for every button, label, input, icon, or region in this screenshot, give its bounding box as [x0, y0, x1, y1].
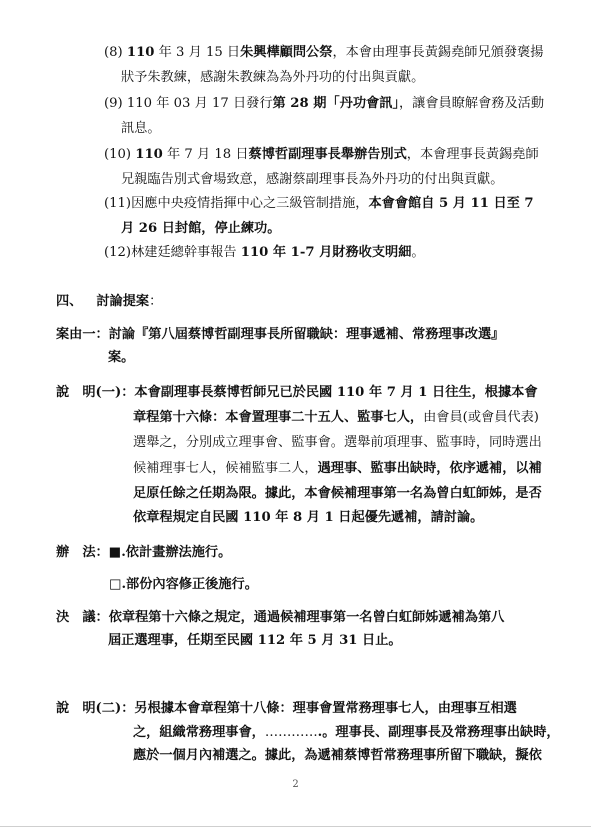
case-1-line-2: 案。	[108, 350, 135, 365]
item-10-text: ，本會理事長黃錫堯師	[406, 147, 539, 162]
case-1-line-1	[56, 327, 504, 343]
item-8-text: ，本會由理事長黃錫堯師兄頒發褒揚	[332, 45, 544, 60]
explain-1-line-2	[133, 410, 539, 426]
item-10-line-1	[104, 147, 539, 163]
explain-1-vacancy: 遇理事、監事出缺時，依序遞補，以補	[317, 461, 542, 476]
section-4-title: 討論提案	[96, 294, 150, 309]
item-9-line-1	[104, 96, 544, 112]
item-12-text: 林建廷總幹事報告	[131, 245, 241, 260]
item-8-date: 年 3 月 15 日	[154, 45, 241, 60]
method-line-2	[109, 577, 258, 593]
page-bottom-divider	[0, 826, 591, 827]
item-12-number: (12)	[104, 245, 132, 260]
explain-1-line-4	[133, 461, 542, 477]
item-10-date: 年 7 月 18 日	[162, 147, 249, 162]
item-11-line-2: 月 26 日封館，停止練功。	[121, 221, 281, 236]
item-9-number: (9)	[104, 96, 123, 111]
item-11-line-1	[104, 196, 534, 212]
explain-2-line-3: 應於一個月內補選之。據此，為遞補蔡博哲常務理事所留下職缺，擬依	[133, 748, 542, 763]
item-10-event: 蔡博哲副理事長舉辦告別式	[248, 147, 407, 162]
explain-2-text-1: 另根據本會章程第十八條：理事會置常務理事七人，由理事互相選	[134, 701, 517, 716]
explain-1-line-3: 選舉之，分別成立理事會、監事會。選舉前項理事、監事時，同時選出	[133, 435, 542, 450]
method-line-1	[56, 545, 231, 561]
item-11-text: 因應中央疫情指揮中心之三級管制措施，	[131, 196, 369, 211]
item-9-date: 110 年 03 月 17 日發行	[126, 96, 273, 111]
explain-2-line-1	[56, 701, 517, 717]
case-1-label: 案由一：	[56, 327, 109, 342]
method-label: 辦 法：	[56, 545, 109, 560]
item-11-number: (11)	[104, 196, 132, 211]
item-8-number: (8)	[104, 45, 123, 60]
item-10-number: (10)	[104, 147, 132, 162]
resolution-label: 決 議：	[56, 610, 109, 625]
item-9-text: ，讓會員瞭解會務及活動	[398, 96, 545, 111]
item-11-closure: 本會會館自 5 月 11 日至 7	[368, 196, 534, 211]
explain-1-election: 由會員(或會員代表)	[423, 410, 539, 425]
item-12-report: 110 年 1-7 月財務收支明細	[240, 245, 412, 260]
item-8-year: 110	[126, 45, 155, 60]
resolution-text-1: 依章程第十六條之規定，通過候補理事第一名曾白虹師姊遞補為第八	[108, 610, 505, 625]
section-4-number: 四、	[56, 294, 83, 309]
checkbox-unchecked[interactable]: □	[109, 577, 122, 592]
item-9-newsletter: 第 28 期「丹功會訊」	[272, 96, 399, 111]
item-8-line-2: 狀予朱教練，感謝朱教練為為外丹功的付出與貢獻。	[121, 70, 425, 85]
resolution-line-1	[56, 610, 504, 626]
explain-1-label: 說 明(一)：	[56, 385, 135, 400]
explain-2-label: 說 明(二)：	[56, 701, 135, 716]
explain-2-ellipsis: …………	[264, 725, 318, 740]
method-option-1: .依計畫辦法施行。	[121, 545, 232, 560]
page-number: 2	[292, 779, 299, 790]
explain-2-vacancy: .。理事長、副理事長及常務理事出缺時，	[317, 725, 560, 740]
resolution-line-2: 屆正選理事，任期至民國 112 年 5 月 31 日止。	[108, 633, 402, 648]
checkbox-checked[interactable]: ■	[108, 545, 122, 560]
explain-1-alternates: 候補理事七人，候補監事二人，	[133, 461, 318, 476]
item-10-year: 110	[135, 147, 163, 162]
explain-2-committee: 之，組織常務理事會，	[133, 725, 265, 740]
item-8-event: 朱興樺顧問公祭	[240, 45, 333, 60]
method-option-2: .部份內容修正後施行。	[121, 577, 258, 592]
item-9-line-2: 訊息。	[121, 121, 161, 136]
explain-1-line-6: 依章程規定自民國 110 年 8 月 1 日起優先遞補，請討論。	[133, 510, 484, 525]
item-12-end: 。	[411, 245, 425, 260]
item-10-line-2: 兄親臨告別式會場致意，感謝蔡副理事長為外丹功的付出與貢獻。	[121, 172, 504, 187]
explain-1-line-1	[56, 385, 538, 401]
section-4-heading	[56, 294, 162, 310]
explain-1-line-5: 足原任餘之任期為限。據此，本會候補理事第一名為曾白虹師姊，是否	[133, 486, 542, 501]
item-8-line-1	[104, 45, 543, 61]
item-12-line-1	[104, 245, 425, 261]
explain-1-charter: 章程第十六條：本會置理事二十五人、監事七人，	[133, 410, 424, 425]
explain-2-line-2	[133, 725, 560, 741]
section-4-colon: ：	[149, 294, 163, 309]
explain-1-text-1: 本會副理事長蔡博哲師兄已於民國 110 年 7 月 1 日往生，根據本會	[134, 385, 538, 400]
case-1-text: 討論『第八屆蔡博哲副理事長所留職缺：理事遞補、常務理事改選』	[108, 327, 505, 342]
